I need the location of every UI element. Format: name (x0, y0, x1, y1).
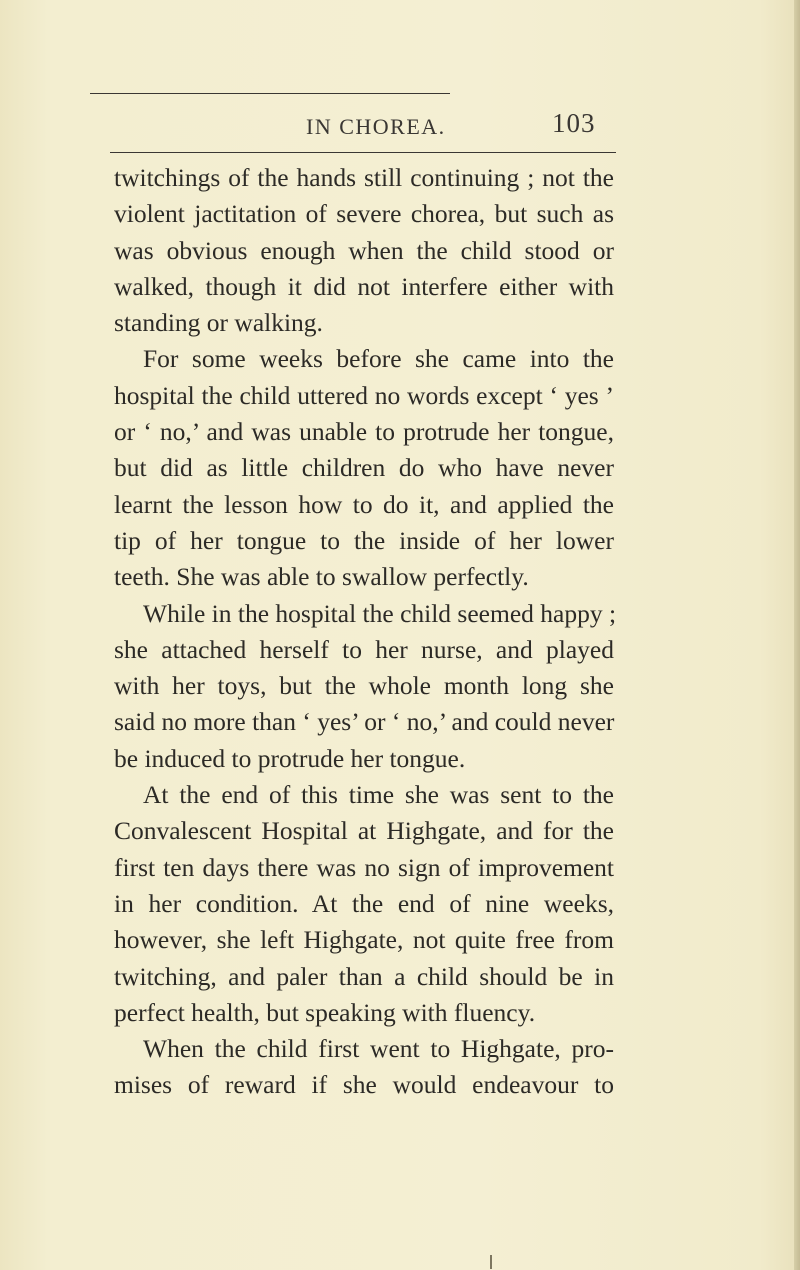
text-line: or ‘ no,’ and was unable to protrude her tongue, (114, 417, 614, 447)
text-line: When the child first went to Highgate, pro- (143, 1034, 614, 1064)
text-line: tip of her tongue to the inside of her lower (114, 525, 614, 555)
text-line: twitchings of the hands still continuing ; not the (114, 163, 614, 192)
text-line: first ten days there was no sign of improvement (114, 852, 614, 882)
text-line: perfect health, but speaking with fluency. (114, 997, 536, 1027)
text-line: but did as little children do who have never (114, 453, 614, 483)
text-line: standing or walking. (114, 308, 323, 338)
text-line: hospital the child uttered no words except ‘ yes ’ (114, 380, 614, 410)
text-line: mises of reward if she would endeavour to (114, 1070, 614, 1100)
text-line: twitching, and paler than a child should be in (114, 961, 614, 991)
text-line: with her toys, but the whole month long she (114, 671, 614, 701)
text-line: be induced to protrude her tongue. (114, 743, 466, 773)
running-head: IN CHOREA. (306, 114, 446, 139)
text-line: While in the hospital the child seemed happy ; (143, 598, 617, 628)
header-rule (110, 152, 616, 153)
page-edge (794, 0, 800, 1270)
text-line: she attached herself to her nurse, and played (114, 634, 614, 664)
text-line: walked, though it did not interfere either with (114, 271, 614, 301)
text-line: teeth. She was able to swallow perfectly. (114, 562, 529, 592)
page-number: 103 (552, 108, 596, 138)
text-line: was obvious enough when the child stood or (114, 235, 614, 265)
top-rule (90, 93, 450, 94)
page-header (0, 108, 800, 144)
text-line: said no more than ‘ yes’ or ‘ no,’ and could never (114, 707, 615, 737)
text-line: however, she left Highgate, not quite free from (114, 925, 614, 955)
text-line: in her condition. At the end of nine weeks, (114, 888, 614, 918)
body-text (114, 160, 617, 1104)
text-line: At the end of this time she was sent to the (143, 780, 614, 810)
text-line: Convalescent Hospital at Highgate, and for the (114, 816, 614, 846)
text-line: violent jactitation of severe chorea, but such as (114, 199, 614, 229)
paper-mark (490, 1255, 492, 1269)
text-line: learnt the lesson how to do it, and applied the (114, 489, 614, 519)
text-line: For some weeks before she came into the (143, 344, 614, 374)
